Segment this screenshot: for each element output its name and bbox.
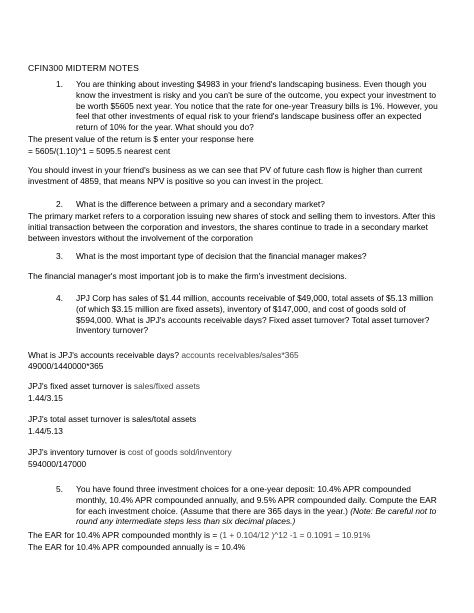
question-4 — [56, 293, 438, 336]
q5-ear-monthly-line — [28, 530, 448, 541]
question-2-number: 2. — [56, 199, 63, 209]
q4-ar-days-question: What is JPJ's accounts receivable days? — [28, 350, 180, 360]
question-5 — [56, 484, 438, 527]
q5-ear-annual-line: The EAR for 10.4% APR compounded annually is = 10.4% — [28, 542, 246, 552]
question-2 — [56, 199, 438, 210]
q4-inventory-question: JPJ's inventory turnover is — [28, 447, 126, 457]
question-1 — [56, 79, 438, 133]
question-3 — [56, 251, 438, 262]
q5-ear-monthly-label: The EAR for 10.4% APR compounded monthly is = — [28, 530, 218, 540]
q4-ar-days-calc: 49000/1440000*365 — [28, 361, 104, 371]
q4-ar-days-formula: accounts receivables/sales*365 — [181, 350, 299, 360]
q4-fixed-asset-line — [28, 381, 448, 392]
q1-calculation-line: = 5605/(1.10)^1 = 5095.5 nearest cent — [28, 146, 171, 156]
q4-inventory-calc: 594000/147000 — [28, 459, 87, 469]
question-1-number: 1. — [56, 79, 63, 89]
q1-present-value-line: The present value of the return is $ enter your response here — [28, 134, 254, 144]
q4-fixed-asset-formula: sales/fixed assets — [133, 381, 200, 391]
q4-total-asset-calc: 1.44/5.13 — [28, 426, 63, 436]
question-4-text: JPJ Corp has sales of $1.44 million, accounts receivable of $49,000, total assets of $5.13 million (of which $3.15 million are fixed assets), inventory of $147,000, and cost of goods sold of $594,000. What is JPJ's accounts receivable days? Fixed asset turnover? Total asset turnover? Inventory turnover? — [76, 293, 434, 336]
q4-inventory-formula: cost of goods sold/inventory — [127, 447, 232, 457]
q1-answer: You should invest in your friend's business as we can see that PV of future cash flow is higher than current investment of 4859, that means NPV is positive so you can invest in the project. — [28, 165, 423, 186]
q4-total-asset-line: JPJ's total asset turnover is sales/total assets — [28, 414, 197, 424]
q4-fixed-asset-question: JPJ's fixed asset turnover is — [28, 381, 132, 391]
doc-title: CFIN300 MIDTERM NOTES — [28, 63, 139, 73]
question-2-text: What is the difference between a primary and a secondary market? — [76, 199, 325, 209]
q4-fixed-asset-calc: 1.44/3.15 — [28, 393, 63, 403]
q3-answer: The financial manager's most important job is to make the firm's investment decisions. — [28, 271, 347, 281]
question-1-text: You are thinking about investing $4983 in your friend's landscaping business. Even though you know the investment is risky and you can't be sure of the outcome, you expect your investment to be worth $5605 next year. You notice that the rate for one-year Treasury bills is 1%. However, you feel that other investments of equal risk to your friend's landscape business offer an expected return of 10% for the year. What should you do? — [76, 79, 438, 133]
question-3-text: What is the most important type of decision that the financial manager makes? — [76, 251, 367, 261]
question-5-text — [76, 484, 438, 527]
question-3-number: 3. — [56, 251, 63, 261]
question-5-number: 5. — [56, 484, 63, 494]
q4-inventory-line — [28, 447, 448, 458]
question-4-number: 4. — [56, 293, 63, 303]
q4-ar-days-line — [28, 350, 448, 361]
question-5-body: You have found three investment choices for a one-year deposit: 10.4% APR compounded monthly, 10.4% APR compounded annually, and 9.5% APR compounded daily. Compute the EAR for each investment choice. (Assume that there are 365 days in the year.) — [76, 484, 437, 516]
q5-ear-monthly-calc: (1 + 0.104/12 )^12 -1 = 0.1091 = 10.91% — [219, 530, 371, 540]
question-5-note: (Note: Be careful not to round any intermediate steps less than six decimal places.) — [76, 505, 437, 527]
q2-answer: The primary market refers to a corporation issuing new shares of stock and selling them to investors. After this initial transaction between the corporation and investors, the shares continue to trade in a secondary market between investors without the involvement of the corporation — [28, 211, 436, 243]
